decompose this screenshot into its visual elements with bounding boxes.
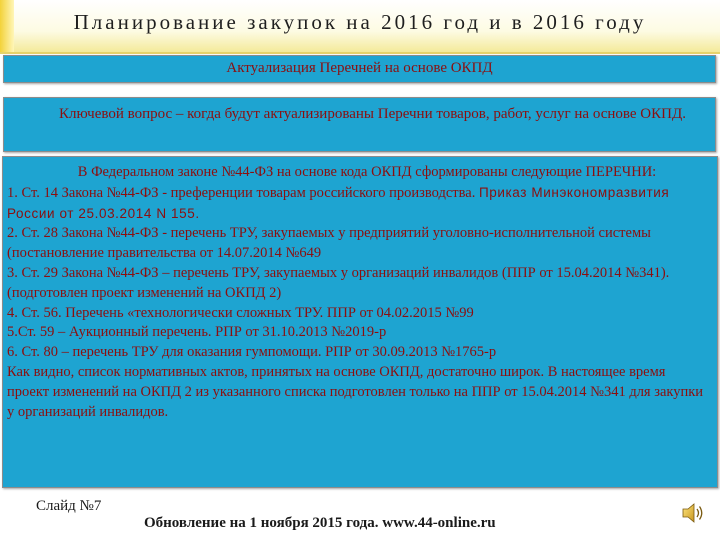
list-item-4: 4. Ст. 56. Перечень «технологически сложных ТРУ. ППР от 04.02.2015 №99 [7,304,474,321]
page-title: Планирование закупок на 2016 год и в 2016 году [73,10,647,34]
list-item-3: 3. Ст. 29 Закона №44-ФЗ – перечень ТРУ, закупаемых у организаций инвалидов (ППР от 15.04.2014 №341). (подготовлен проект изменений на ОКПД 2) [7,264,670,301]
subtitle-text: Актуализация Перечней на основе ОКПД [226,60,493,76]
list-item-2: 2. Ст. 28 Закона №44-ФЗ - перечень ТРУ, закупаемых у предприятий уголовно-исполнительной системы (постановление правительства от 14.07.2014 №649 [7,225,651,262]
speaker-icon[interactable] [680,500,706,526]
list-item-5: 5.Ст. 59 – Аукционный перечень. РПР от 31.10.2013 №2019-р [7,324,387,341]
lists-box [2,156,718,488]
key-question-box [3,97,716,152]
subtitle-box [3,55,716,83]
conclusion-text: Как видно, список нормативных актов, принятых на основе ОКПД, достаточно широк. В настоящее время проект изменений на ОКПД 2 из указанного списка подготовлен только на ППР от 15.04.2014 №341 для закупки у организаций инвалидов. [7,363,704,420]
lists-intro: В Федеральном законе №44-ФЗ на основе кода ОКПД сформированы следующие ПЕРЕЧНИ: [77,164,657,180]
list-item-1 [7,183,707,225]
lists-content [7,163,707,422]
list-item-6: 6. Ст. 80 – перечень ТРУ для оказания гумпомощи. РПР от 30.09.2013 №1765-р [7,344,497,361]
list-item-1-order: Приказ Минэкономразвития России от 25.03.2014 N 155. [7,184,670,221]
key-question-text: Ключевой вопрос – когда будут актуализированы Перечни товаров, работ, услуг на основе ОКПД. [59,106,686,122]
update-note: Обновление на 1 ноября 2015 года. www.44-online.ru [144,515,496,531]
title-bar [0,0,720,54]
list-item-1-law: 1. Ст. 14 Закона №44-ФЗ - преференции товарам российского производства. [7,184,476,201]
slide-number: Слайд №7 [36,498,102,514]
